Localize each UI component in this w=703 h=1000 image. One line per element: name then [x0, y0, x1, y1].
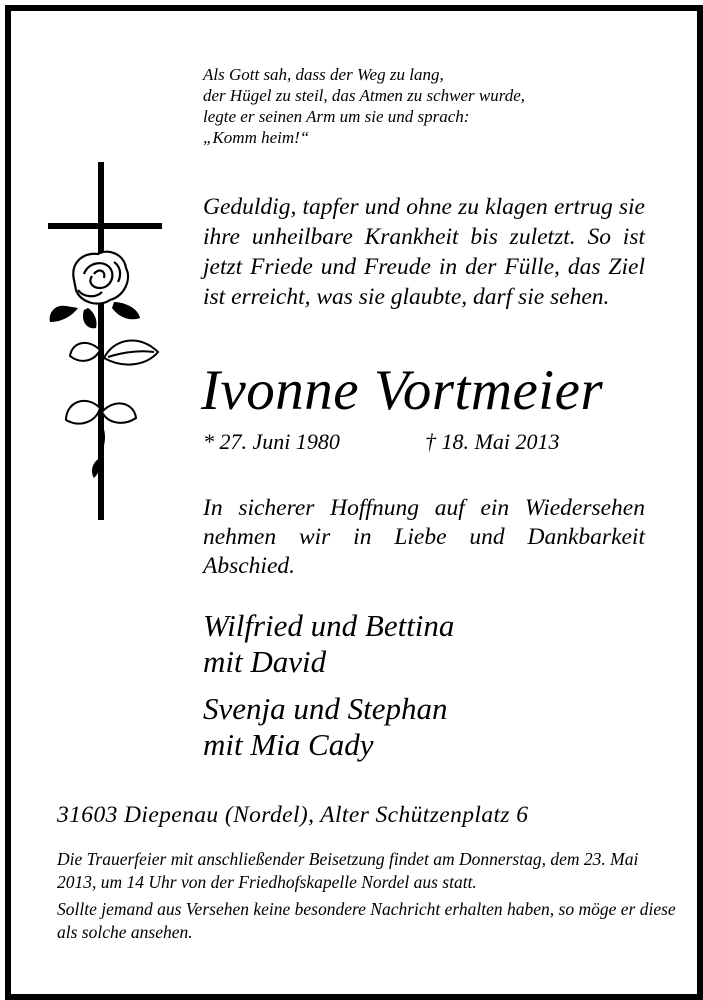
funeral-details: Die Trauerfeier mit anschließender Beisetzung findet am Donnerstag, dem 23. Mai 2013, um 14 Uhr von der Friedhofskapelle Nordel aus statt. [57, 849, 639, 892]
mourner-names: Wilfried und Bettina [203, 608, 455, 643]
mourner-group [203, 608, 643, 680]
funeral-notice [57, 848, 679, 948]
poem-line: „Komm heim!“ [203, 128, 310, 147]
death-date: † 18. Mai 2013 [425, 429, 560, 454]
deceased-name: Ivonne Vortmeier [201, 359, 604, 422]
poem-line: Als Gott sah, dass der Weg zu lang, [203, 65, 444, 84]
farewell-text: In sicherer Hoffnung auf ein Wiedersehen nehmen wir in Liebe und Dankbarkeit Abschied. [203, 495, 645, 579]
mourner-names: mit David [203, 644, 327, 679]
poem-line: der Hügel zu steil, das Atmen zu schwer wurde, [203, 86, 526, 105]
life-dates [203, 428, 643, 456]
family-address: 31603 Diepenau (Nordel), Alter Schützenplatz 6 [57, 802, 529, 828]
mourners-list [203, 608, 643, 774]
mourner-names: mit Mia Cady [203, 727, 374, 762]
mourner-group [203, 691, 643, 763]
mourner-names: Svenja und Stephan [203, 691, 448, 726]
tribute-text: Geduldig, tapfer und ohne zu klagen ertrug sie ihre unheilbare Krankheit bis zuletzt. So ist jetzt Friede und Freude in der Fülle, das Ziel ist erreicht, was sie glaubte, darf sie sehen. [203, 194, 645, 310]
cross-with-rose-icon [44, 162, 166, 522]
birth-date: * 27. Juni 1980 [203, 429, 340, 454]
poem [203, 64, 643, 148]
poem-line: legte er seinen Arm um sie und sprach: [203, 107, 470, 126]
closing-notice: Sollte jemand aus Versehen keine besondere Nachricht erhalten haben, so möge er diese als solche ansehen. [57, 899, 676, 942]
